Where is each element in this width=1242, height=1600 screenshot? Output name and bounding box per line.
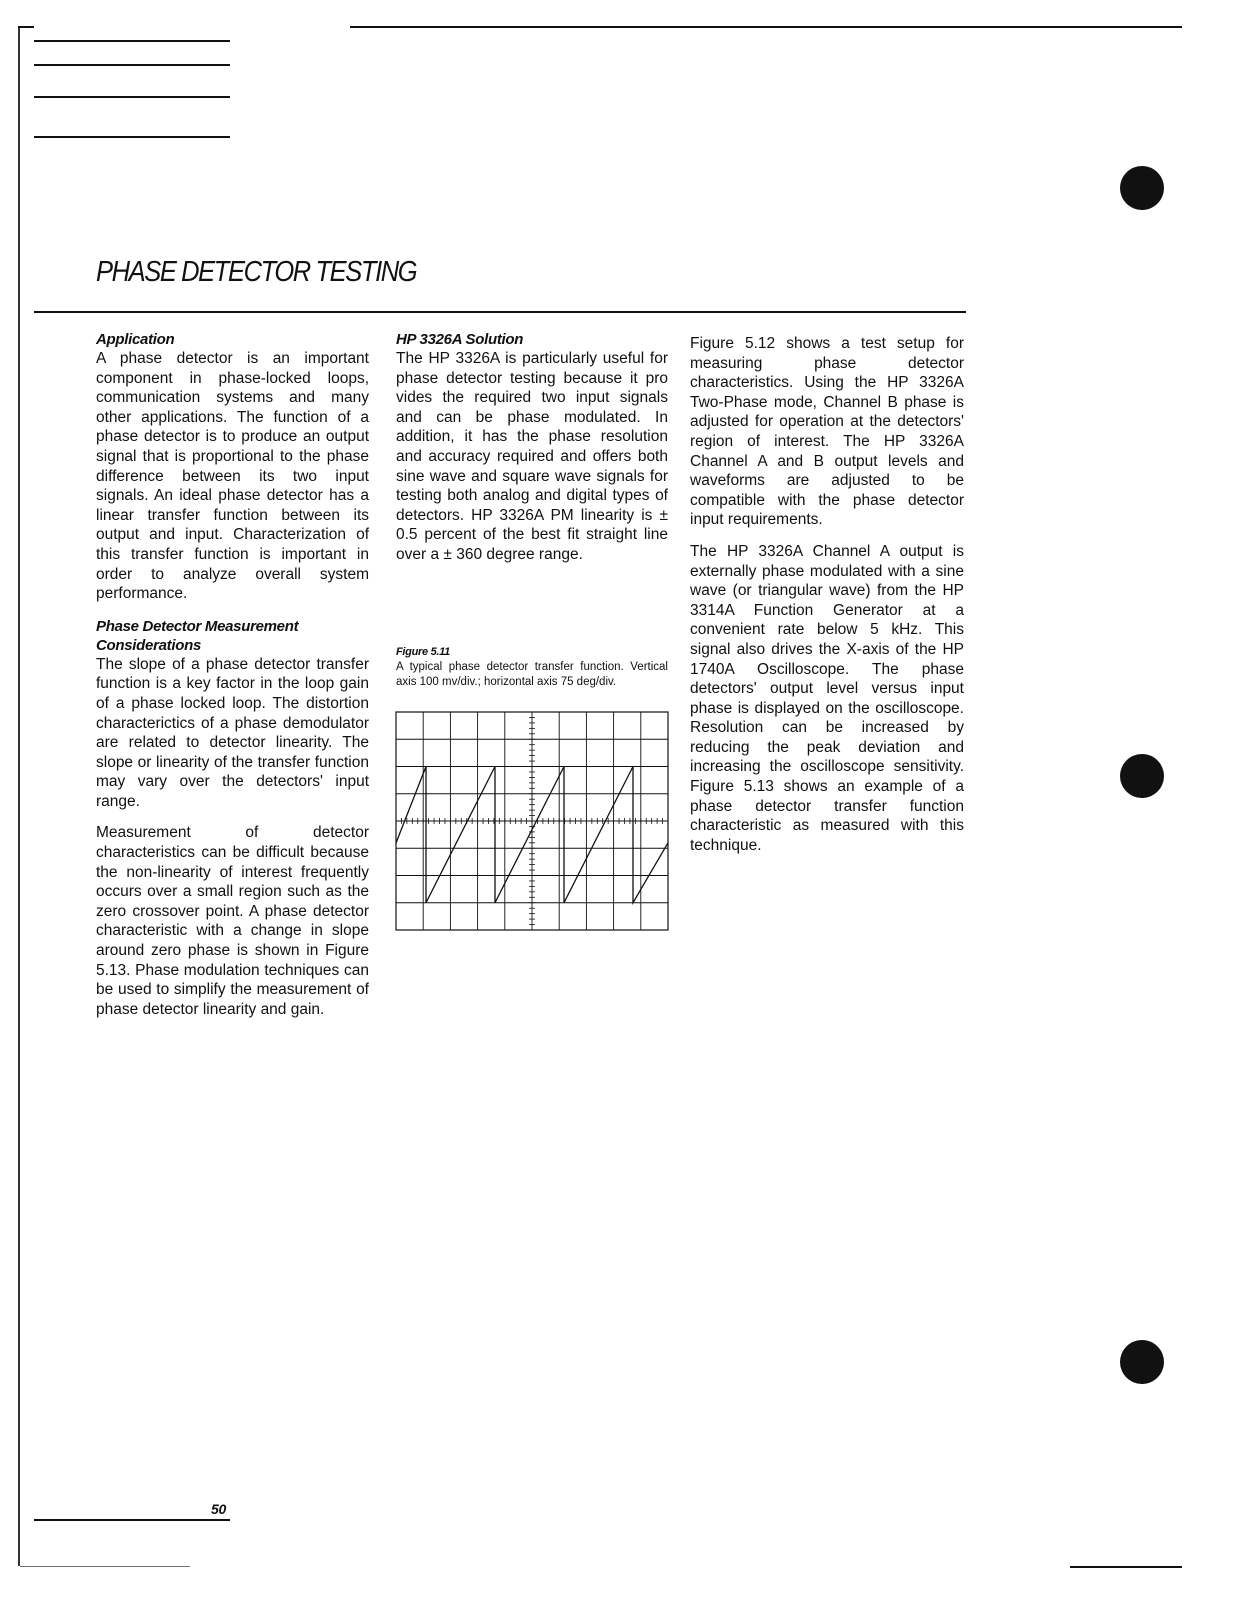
- page-title: PHASE DETECTOR TESTING: [96, 256, 417, 288]
- application-text: A phase detector is an important component in phase-locked loops, communication systems and many other applications. The function of a phase detector is to produce an output signal that is proportional to the phase difference between its two input signals. An ideal phase detector has a linear transfer function between its output and input. Characterization of this transfer function is important in order to analyze overall system performance.: [96, 350, 369, 603]
- bottom-border: [1070, 1566, 1182, 1568]
- top-border: [350, 26, 1182, 28]
- column-1: [96, 330, 369, 1019]
- measurement-heading-line1: Phase Detector Measurement: [96, 617, 299, 635]
- title-underline: [34, 311, 966, 313]
- margin-rule-3: [34, 96, 230, 98]
- margin-rule-4: [34, 136, 230, 138]
- solution-text: The HP 3326A is particularly useful for phase detector testing because it pro vides the required two input signals and can be phase modulated. In addition, it has the phase resolution and accuracy required and offers both sine wave and square wave signals for testing both analog and digital types of detectors. HP 3326A PM linearity is ± 0.5 percent of the best fit straight line over a ± 360 degree range.: [396, 350, 668, 563]
- column-3: [690, 334, 964, 855]
- top-left-corner-h: [18, 26, 34, 28]
- measurement-para2: Measurement of detector characteristics can be difficult because the non-linearity of interest frequently occurs over a small region such as the zero crossover point. A phase detector characteristic with a change in slope around zero phase is shown in Figure 5.13. Phase modulation techniques can be used to simplify the measurement of phase detector linearity and gain.: [96, 824, 369, 1018]
- application-heading: Application: [96, 331, 175, 348]
- binder-hole-1: [1120, 166, 1164, 210]
- figure-caption: A typical phase detector transfer function. Vertical axis 100 mv/div.; horizontal axis 75 deg/div.: [396, 661, 668, 688]
- bottom-left-border: [20, 1566, 190, 1567]
- measurement-para1: The slope of a phase detector transfer function is a key factor in the loop gain of a phase locked loop. The distortion characterictics of a phase demodulator are related to detector linearity. The slope or linearity of the transfer function may vary over the detectors' input range.: [96, 655, 369, 810]
- solution-heading: HP 3326A Solution: [396, 331, 524, 348]
- measurement-heading-line2: Considerations: [96, 636, 201, 654]
- binder-hole-2: [1120, 754, 1164, 798]
- left-border: [18, 26, 20, 1566]
- margin-rule-1: [34, 40, 230, 42]
- figure-label: Figure 5.11: [396, 646, 450, 658]
- margin-rule-2: [34, 64, 230, 66]
- col3-para2: The HP 3326A Channel A output is externally phase modulated with a sine wave (or triangular wave) from the HP 3314A Function Generator at a convenient rate below 5 kHz. This signal also drives the X-axis of the HP 1740A Oscilloscope. The phase detectors' output level versus input phase is displayed on the oscilloscope. Resolution can be increased by reducing the peak deviation and increasing the oscilloscope sensitivity. Figure 5.13 shows an example of a phase detector transfer function characteristic as measured with this technique.: [690, 542, 964, 854]
- column-2: [396, 330, 668, 565]
- binder-hole-3: [1120, 1340, 1164, 1384]
- page-number: 50: [211, 1501, 226, 1517]
- oscilloscope-display: [395, 711, 669, 931]
- page-number-rule: [34, 1519, 230, 1521]
- scope-grid: [396, 712, 668, 930]
- col3-para1: Figure 5.12 shows a test setup for measuring phase detector characteristics. Using the HP 3326A Two-Phase mode, Channel B phase is adjusted for operation at the detectors' region of interest. The HP 3326A Channel A and B output levels and waveforms are adjusted to be compatible with the phase detector input requirements.: [690, 335, 964, 529]
